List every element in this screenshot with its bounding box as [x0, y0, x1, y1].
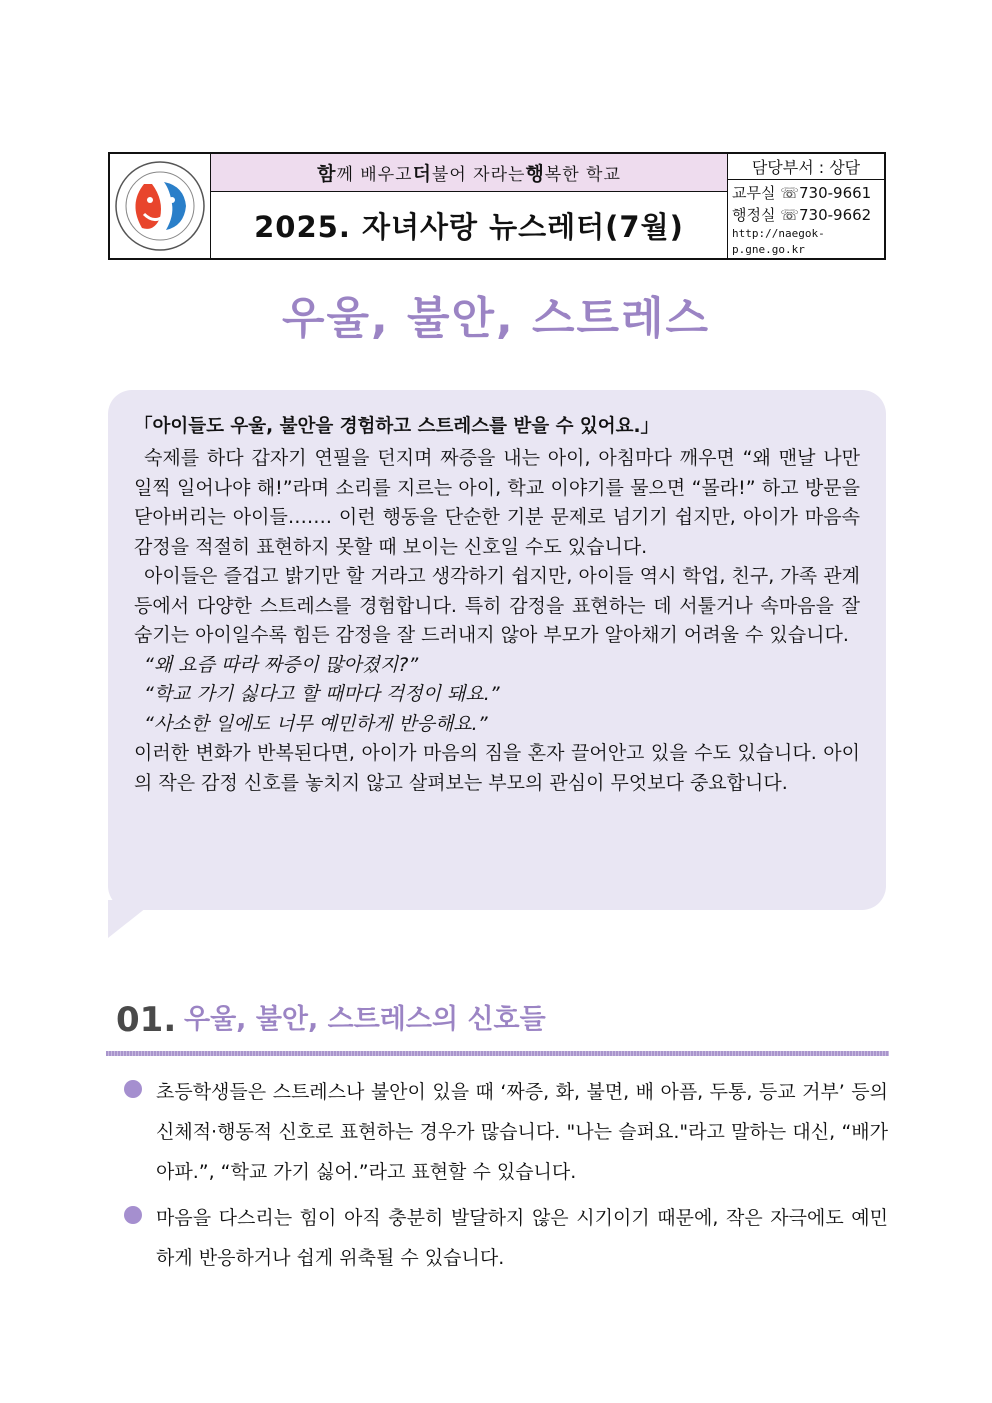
intro-quote-1: “왜 요즘 따라 짜증이 많아졌지?” — [144, 653, 419, 676]
list-item-text: 마음을 다스리는 힘이 아직 충분히 발달하지 않은 시기이기 때문에, 작은 자극에도 예민하게 반응하거나 쉽게 위축될 수 있습니다. — [156, 1207, 888, 1269]
intro-paragraph-1: 숙제를 하다 갑자기 연필을 던지며 짜증을 내는 아이, 아침마다 깨우면 “왜 맨날 나만 일찍 일어나야 해!”라며 소리를 지르는 아이, 학교 이야기를 물으면 “몰라!” 하고 방문을 닫아버리는 아이들……. 이런 행동을 단순한 기분 문제로 넘기기 쉽지만, 아이가 마음속 감정을 적절히 표현하지 못할 때 보이는 신호일 수도 있습니다. — [134, 447, 860, 558]
intro-paragraph-3: 이러한 변화가 반복된다면, 아이가 마음의 짐을 혼자 끌어안고 있을 수도 있습니다. 아이의 작은 감정 신호를 놓치지 않고 살펴보는 부모의 관심이 무엇보다 중요합니다. — [134, 742, 860, 794]
slogan-bold-1: 함 — [317, 163, 337, 185]
slogan-text-3: 복한 학교 — [544, 165, 621, 185]
bullet-dot-icon — [124, 1080, 142, 1098]
school-logo-icon — [114, 160, 206, 252]
department-label: 담당부서 : 상담 — [728, 154, 884, 180]
slogan-bold-3: 행 — [525, 163, 545, 185]
school-logo-cell — [110, 154, 211, 258]
bullet-dot-icon — [124, 1206, 142, 1224]
list-item-text: 초등학생들은 스트레스나 불안이 있을 때 ‘짜증, 화, 불면, 배 아픔, 두통, 등교 거부’ 등의 신체적·행동적 신호로 표현하는 경우가 많습니다. "나는 슬퍼요."라고 말하는 대신, “배가 아파.”, “학교 가기 싫어.”라고 표현할 수 있습니다. — [156, 1081, 888, 1183]
intro-paragraph-2: 아이들은 즐겁고 밝기만 할 거라고 생각하기 쉽지만, 아이들 역시 학업, 친구, 가족 관계 등에서 다양한 스트레스를 경험합니다. 특히 감정을 표현하는 데 서툴거나 속마음을 잘 숨기는 아이일수록 힘든 감정을 잘 드러내지 않아 부모가 알아채기 어려울 수 있습니다. — [134, 565, 860, 646]
intro-bubble — [108, 390, 886, 910]
section-number: 01. — [116, 1000, 177, 1040]
page-title: 우울, 불안, 스트레스 — [281, 293, 711, 344]
section-divider — [106, 1051, 889, 1056]
contact-info — [728, 180, 884, 258]
intro-quote-2: “학교 가기 싫다고 할 때마다 걱정이 돼요.” — [144, 683, 500, 705]
intro-quote-3: “사소한 일에도 너무 예민하게 반응해요.” — [144, 712, 488, 735]
phone-admin: 행정실 ☏730-9662 — [732, 206, 872, 224]
list-item — [120, 1198, 888, 1278]
list-item — [120, 1072, 888, 1192]
newsletter-title: 2025. 자녀사랑 뉴스레터(7월) — [254, 209, 684, 244]
school-url-link[interactable]: http://naegok-p.gne.go.kr — [732, 227, 825, 256]
signal-list — [120, 1072, 888, 1284]
newsletter-header — [108, 152, 886, 260]
slogan-text-1: 께 배우고 — [336, 165, 413, 185]
slogan-text-2: 불어 자라는 — [431, 165, 526, 185]
intro-heading: 「아이들도 우울, 불안을 경험하고 스트레스를 받을 수 있어요.」 — [134, 416, 660, 437]
slogan-bold-2: 더 — [412, 163, 432, 185]
school-slogan — [211, 154, 727, 192]
phone-office: 교무실 ☏730-9661 — [732, 184, 872, 202]
section-title: 우울, 불안, 스트레스의 신호들 — [184, 1004, 546, 1035]
